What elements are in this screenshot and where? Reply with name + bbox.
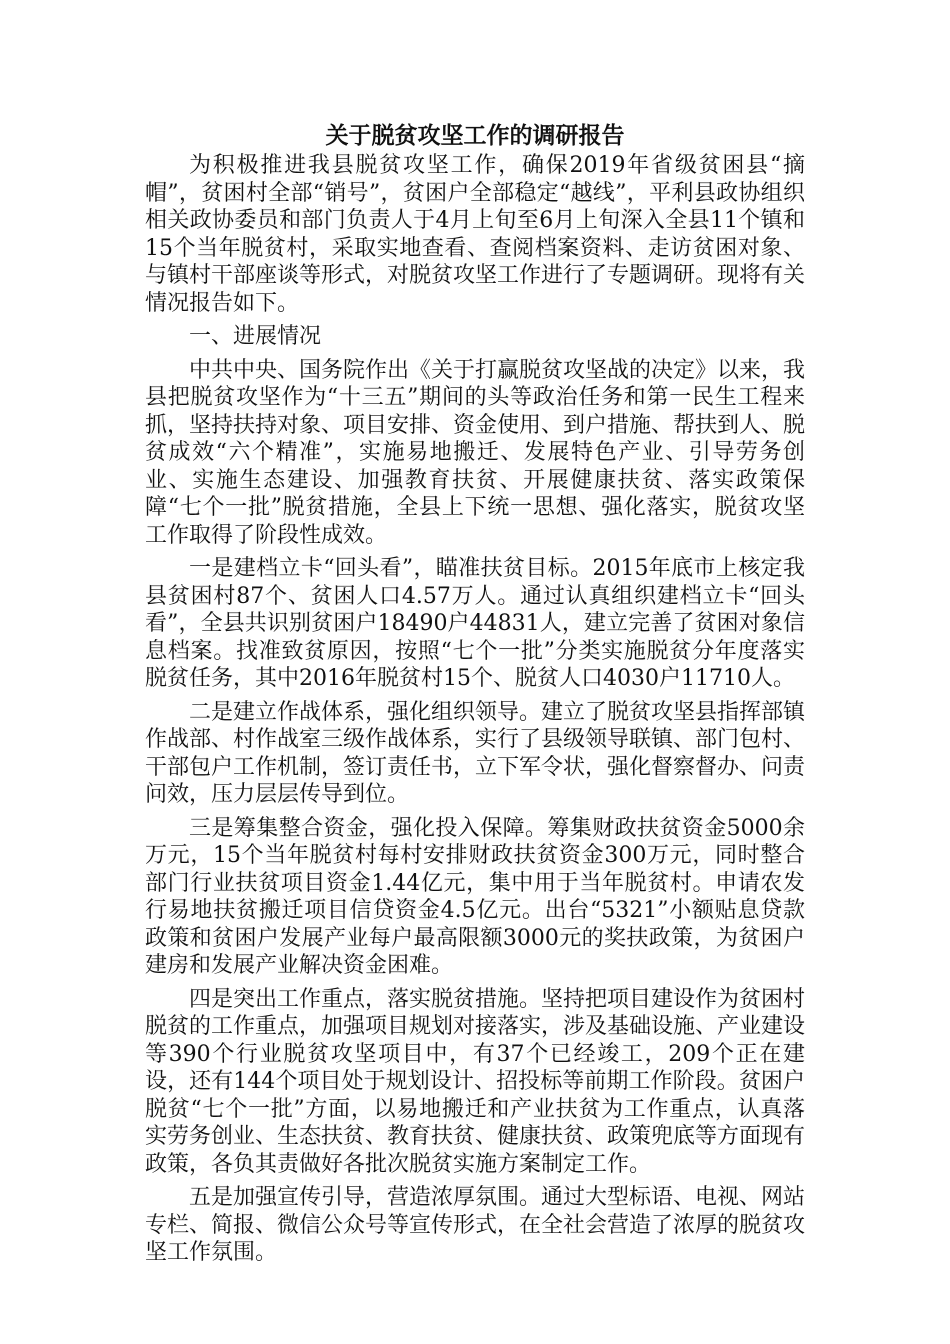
document-title: 关于脱贫攻坚工作的调研报告 — [325, 123, 625, 149]
section-heading-progress: 一、进展情况 — [189, 324, 322, 349]
intro-paragraph: 为积极推进我县脱贫攻坚工作，确保2019年省级贫困县“摘帽”，贫困村全部“销号”，贫困户全部稳定“越线”，平利县政协组织相关政协委员和部门负责人于4月上旬至6月上旬深入全县11个镇和15个当年脱贫村，采取实地查看、查阅档案资料、走访贫困对象、与镇村干部座谈等形式，对脱贫攻坚工作进行了专题调研。现将有关情况报告如下。 — [145, 153, 806, 316]
point-three-paragraph: 三是筹集整合资金，强化投入保障。筹集财政扶贫资金5000余万元，15个当年脱贫村每村安排财政扶贫资金300万元，同时整合部门行业扶贫项目资金1.44亿元，集中用于当年脱贫村。申请农发行易地扶贫搬迁项目信贷资金4.5亿元。出台“5321”小额贴息贷款政策和贫困户发展产业每户最高限额3000元的奖扶政策，为贫困户建房和发展产业解决资金困难。 — [145, 815, 805, 978]
point-four-paragraph: 四是突出工作重点，落实脱贫措施。坚持把项目建设作为贫困村脱贫的工作重点，加强项目规划对接落实，涉及基础设施、产业建设等390个行业脱贫攻坚项目中，有37个已经竣工，209个正在建设，还有144个项目处于规划设计、招投标等前期工作阶段。贫困户脱贫“七个一批”方面，以易地搬迁和产业扶贫为工作重点，认真落实劳务创业、生态扶贫、教育扶贫、健康扶贫、政策兜底等方面现有政策，各负其责做好各批次脱贫实施方案制定工作。 — [145, 986, 806, 1177]
point-two-paragraph: 二是建立作战体系，强化组织领导。建立了脱贫攻坚县指挥部镇作战部、村作战室三级作战体系，实行了县级领导联镇、部门包村、干部包户工作机制，签订责任书，立下军令状，强化督察督办、问责问效，压力层层传导到位。 — [145, 699, 806, 807]
overview-paragraph: 中共中央、国务院作出《关于打赢脱贫攻坚战的决定》以来，我县把脱贫攻坚作为“十三五”期间的头等政治任务和第一民生工程来抓，坚持扶持对象、项目安排、资金使用、到户措施、帮扶到人、脱贫成效“六个精准”，实施易地搬迁、发展特色产业、引导劳务创业、实施生态建设、加强教育扶贫、开展健康扶贫、落实政策保障“七个一批”脱贫措施，全县上下统一思想、强化落实，脱贫攻坚工作取得了阶段性成效。 — [145, 357, 806, 548]
document-body — [145, 152, 805, 1273]
point-five-paragraph: 五是加强宣传引导，营造浓厚氛围。通过大型标语、电视、网站专栏、简报、微信公众号等宣传形式，在全社会营造了浓厚的脱贫攻坚工作氛围。 — [145, 1185, 806, 1265]
point-one-paragraph: 一是建档立卡“回头看”，瞄准扶贫目标。2015年底市上核定我县贫困村87个、贫困人口4.57万人。通过认真组织建档立卡“回头看”，全县共识别贫困户18490户44831人，建立完善了贫困对象信息档案。找准致贫原因，按照“七个一批”分类实施脱贫分年度落实脱贫任务，其中2016年脱贫村15个、脱贫人口4030户11710人。 — [145, 556, 805, 691]
